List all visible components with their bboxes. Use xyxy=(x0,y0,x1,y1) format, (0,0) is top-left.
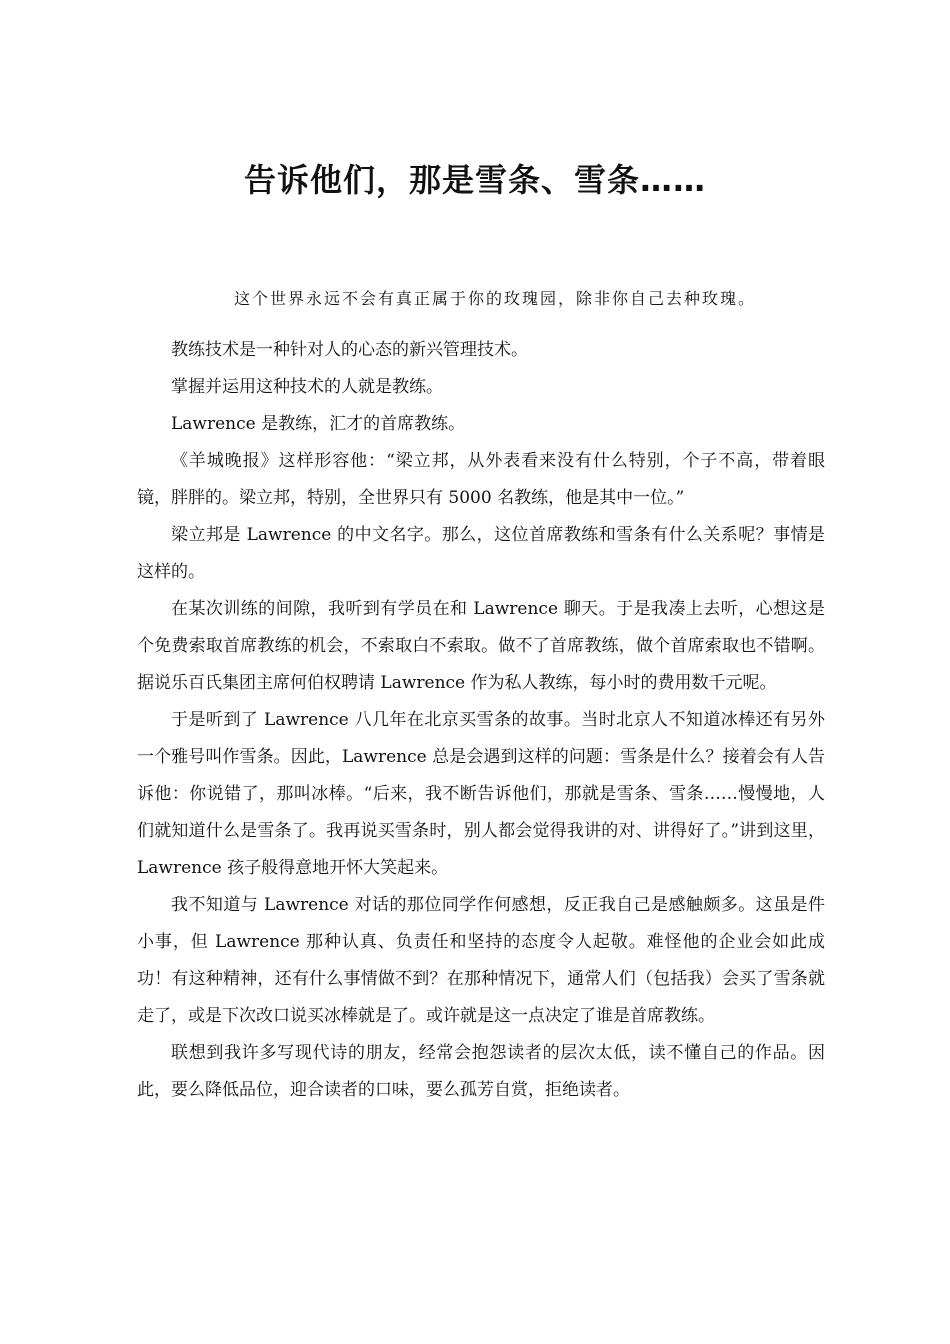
body-paragraph: Lawrence 是教练，汇才的首席教练。 xyxy=(171,414,466,434)
body-paragraph: 《羊城晚报》这样形容他：“梁立邦，从外表看来没有什么特别，个子不高，带着眼镜，胖胖的。梁立邦，特别，全世界只有 5000 名教练，他是其中一位。” xyxy=(137,451,825,508)
body-paragraph: 教练技术是一种针对人的心态的新兴管理技术。 xyxy=(171,340,528,360)
body-paragraph: 我不知道与 Lawrence 对话的那位同学作何感想，反正我自己是感触颇多。这虽是件小事，但 Lawrence 那种认真、负责任和坚持的态度令人起敬。难怪他的企业会如此成功！有这种精神，还有什么事情做不到？在那种情况下，通常人们（包括我）会买了雪条就走了，或是下次改口说买冰棒就是了。或许就是这一点决定了谁是首席教练。 xyxy=(137,895,825,1026)
body-paragraph: 梁立邦是 Lawrence 的中文名字。那么，这位首席教练和雪条有什么关系呢？事情是这样的。 xyxy=(137,525,825,582)
document-title: 告诉他们，那是雪条、雪条…… xyxy=(243,161,706,199)
body-paragraph: 在某次训练的间隙，我听到有学员在和 Lawrence 聊天。于是我凑上去听，心想这是个免费索取首席教练的机会，不索取白不索取。做不了首席教练，做个首席索取也不错啊。据说乐百氏集团主席何伯权聘请 Lawrence 作为私人教练，每小时的费用数千元呢。 xyxy=(137,599,825,693)
body-paragraph: 联想到我许多写现代诗的朋友，经常会抱怨读者的层次太低，读不懂自己的作品。因此，要么降低品位，迎合读者的口味，要么孤芳自赏，拒绝读者。 xyxy=(137,1043,825,1100)
body-paragraph: 于是听到了 Lawrence 八几年在北京买雪条的故事。当时北京人不知道冰棒还有另外一个雅号叫作雪条。因此，Lawrence 总是会遇到这样的问题：雪条是什么？接着会有人告诉他：你说错了，那叫冰棒。“后来，我不断告诉他们，那就是雪条、雪条……慢慢地，人们就知道什么是雪条了。我再说买雪条时，别人都会觉得我讲的对、讲得好了。”讲到这里，Lawrence 孩子般得意地开怀大笑起来。 xyxy=(137,710,825,878)
body-paragraph: 掌握并运用这种技术的人就是教练。 xyxy=(171,377,443,397)
epigraph-quote: 这个世界永远不会有真正属于你的玫瑰园，除非你自己去种玫瑰。 xyxy=(233,289,756,308)
document-body xyxy=(137,332,825,1109)
